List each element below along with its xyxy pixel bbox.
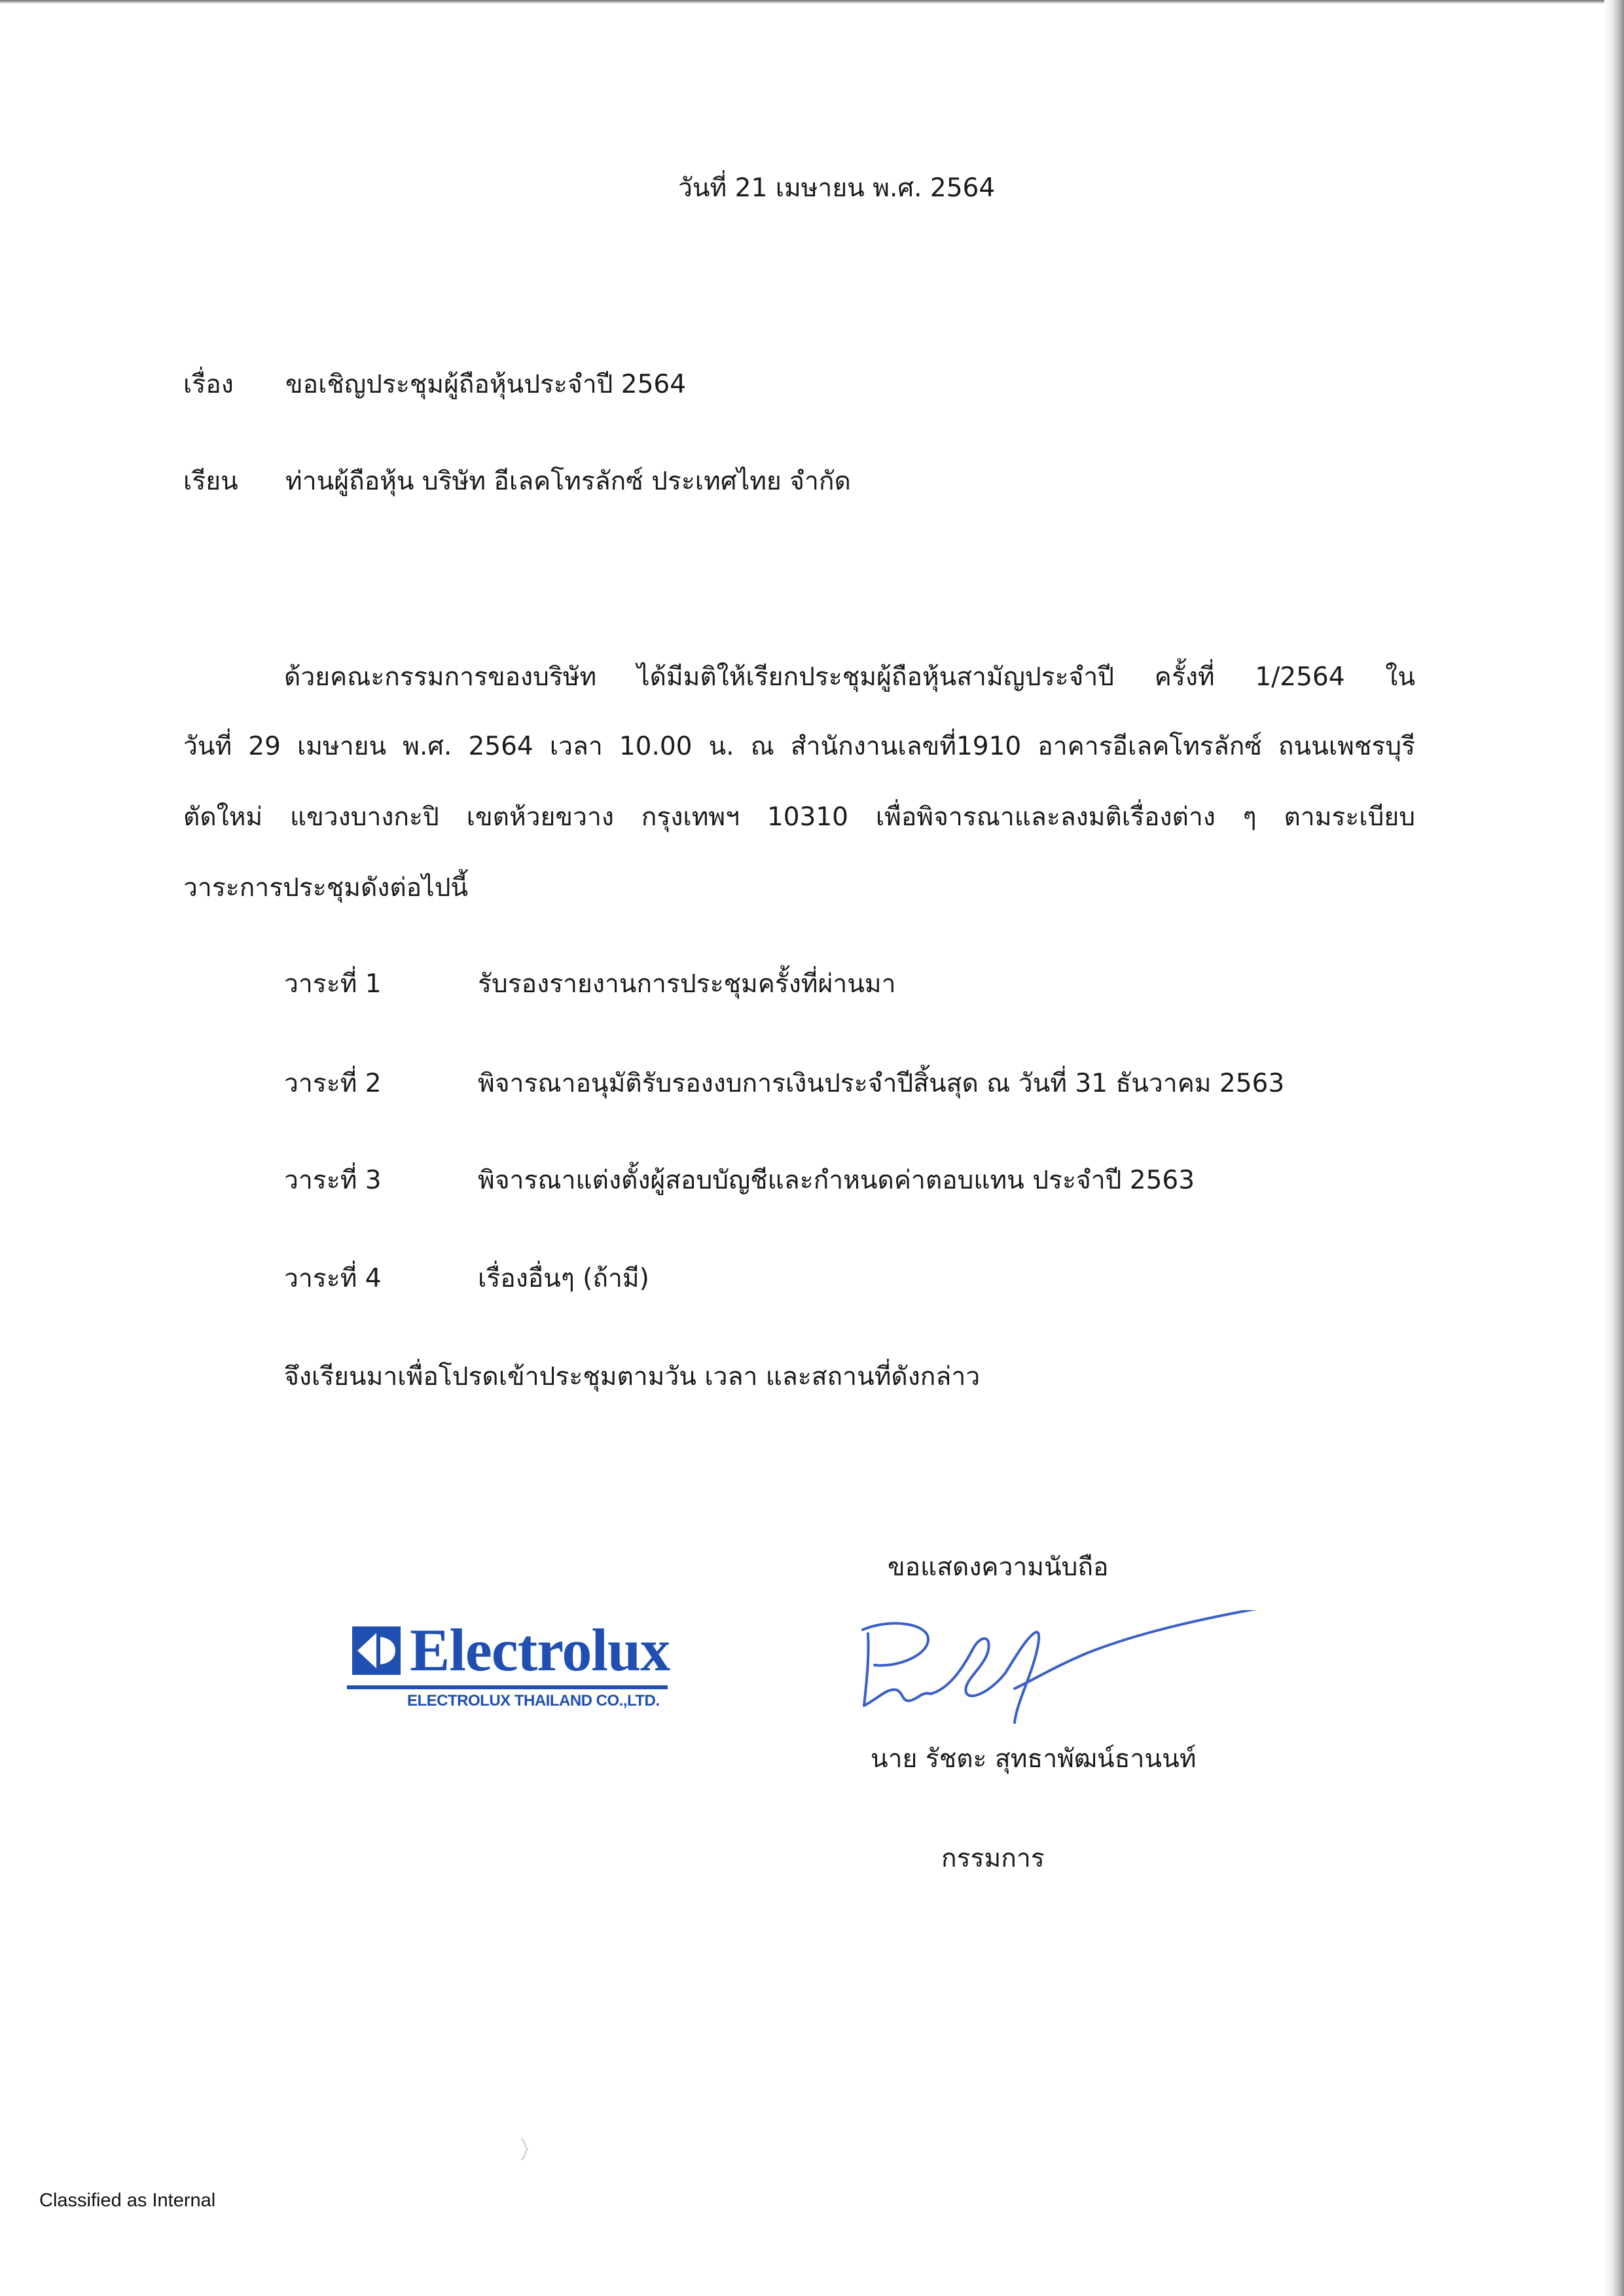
subject-label: เรื่อง (183, 370, 234, 399)
letter-date: วันที่ 21 เมษายน พ.ศ. 2564 (678, 173, 996, 203)
signer-name: นาย รัชตะ สุทธาพัฒน์ธานนท์ (871, 1744, 1197, 1774)
subject-text: ขอเชิญประชุมผู้ถือหุ้นประจำปี 2564 (285, 370, 687, 399)
handwritten-signature (851, 1610, 1270, 1748)
agenda-item-3-text: พิจารณาแต่งตั้งผู้สอบบัญชีและกำหนดค่าตอบแทน ประจำปี 2563 (478, 1166, 1195, 1195)
logo-subtitle: ELECTROLUX THAILAND CO.,LTD. (407, 1692, 660, 1710)
classification-footer: Classified as Internal (39, 2190, 216, 2211)
agenda-item-3-label: วาระที่ 3 (284, 1166, 382, 1195)
logo-wordmark: Electrolux (410, 1617, 670, 1683)
scan-smudge (517, 2136, 532, 2162)
closing-sentence: จึงเรียนมาเพื่อโปรดเข้าประชุมตามวัน เวลา และสถานที่ดังกล่าว (284, 1362, 981, 1391)
recipient-text: ท่านผู้ถือหุ้น บริษัท อีเลคโทรลักซ์ ประเทศไทย จำกัด (285, 467, 851, 496)
recipient-label: เรียน (183, 467, 238, 496)
body-line-2: วันที่ 29 เมษายน พ.ศ. 2564 เวลา 10.00 น. ณ สำนักงานเลขที่1910 อาคารอีเลคโทรลักซ์ ถนนเพชรบุรี (183, 732, 1415, 761)
agenda-item-1-label: วาระที่ 1 (284, 969, 382, 999)
agenda-item-1-text: รับรองรายงานการประชุมครั้งที่ผ่านมา (478, 969, 896, 999)
scan-shadow-top (0, 0, 1624, 4)
scan-shadow-right (1604, 0, 1624, 2296)
regards-line: ขอแสดงความนับถือ (888, 1552, 1109, 1582)
signer-title: กรรมการ (941, 1844, 1045, 1873)
agenda-item-4-text: เรื่องอื่นๆ (ถ้ามี) (478, 1264, 649, 1293)
body-line-1: ด้วยคณะกรรมการของบริษัท ได้มีมติให้เรียกประชุมผู้ถือหุ้นสามัญประจำปี ครั้งที่ 1/2564 ใน (284, 662, 1415, 692)
logo-underline (347, 1685, 668, 1689)
body-line-3: ตัดใหม่ แขวงบางกะปิ เขตห้วยขวาง กรุงเทพฯ 10310 เพื่อพิจารณาและลงมติเรื่องต่าง ๆ ตามระเบียบ (183, 802, 1415, 832)
electrolux-logo-mark-icon (351, 1625, 402, 1676)
electrolux-logo (347, 1617, 687, 1710)
agenda-item-2-label: วาระที่ 2 (284, 1069, 382, 1098)
body-line-4: วาระการประชุมดังต่อไปนี้ (183, 873, 469, 903)
agenda-item-2-text: พิจารณาอนุมัติรับรองงบการเงินประจำปีสิ้นสุด ณ วันที่ 31 ธันวาคม 2563 (478, 1069, 1285, 1098)
agenda-item-4-label: วาระที่ 4 (284, 1264, 382, 1293)
